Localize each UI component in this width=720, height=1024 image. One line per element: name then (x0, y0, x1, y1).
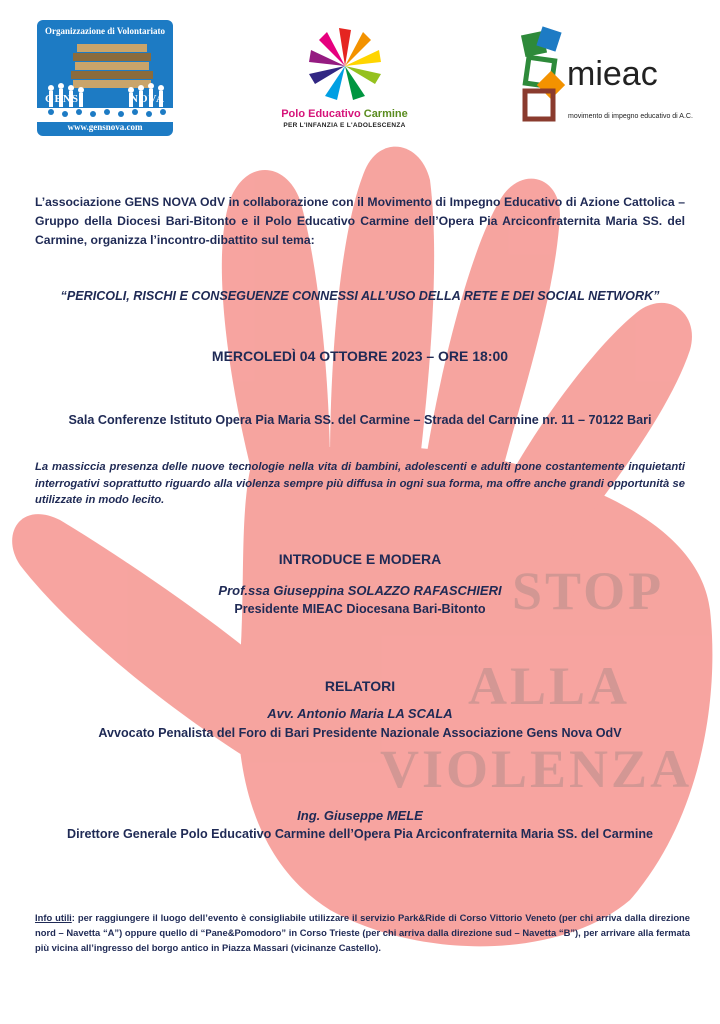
stop-text-line1: STOP (512, 561, 665, 621)
polo-educativo-logo (259, 20, 430, 135)
intro-paragraph: L’associazione GENS NOVA OdV in collaborazione con il Movimento di Impegno Educativo di Azione Cattolica – Gruppo della Diocesi Bari-Bitonto e il Polo Educativo Carmine dell’Opera Pia Arciconfraternita Maria SS. del Carmine, organizza l’incontro-dibattito sul tema: (35, 195, 685, 247)
stop-text-line3: VIOLENZA (380, 739, 693, 799)
mieac-logo (515, 25, 693, 125)
polo-name-part1: Polo Educativo (281, 108, 361, 120)
gens-word: GENS (45, 93, 79, 105)
mieac-tagline: movimento di impegno educativo di A.C. (568, 113, 693, 120)
useful-info-label: Info utili (35, 912, 72, 923)
speaker-name: Ing. Giuseppe MELE (297, 808, 423, 823)
speakers-heading: RELATORI (324, 678, 396, 694)
event-date: MERCOLEDÌ 04 OTTOBRE 2023 – ORE 18:00 (211, 348, 509, 364)
mieac-word: mieac (567, 55, 658, 93)
gens-nova-logo (37, 20, 173, 136)
event-description: La massiccia presenza delle nuove tecnologie nella vita di bambini, adolescenti e adulti pone costantemente inquietanti interrogativi soprattutto riguardo alla violenza sempre più diffusa in ogni sua forma, ma offre anche grandi opportunità se utilizzate in modo lecito. (35, 461, 685, 506)
polo-subtitle: PER L'INFANZIA E L'ADOLESCENZA (283, 122, 406, 129)
moderator-name: Prof.ssa Giuseppina SOLAZZO RAFASCHIERI (218, 583, 502, 598)
nova-word: NOVA (130, 93, 165, 105)
moderator-role: Presidente MIEAC Diocesana Bari-Bitonto (234, 602, 486, 616)
useful-info (35, 910, 690, 955)
polo-name-part2: Carmine (363, 108, 408, 120)
event-venue: Sala Conferenze Istituto Opera Pia Maria SS. del Carmine – Strada del Carmine nr. 11 – 70122 Bari (68, 413, 652, 427)
books-people-icon (37, 20, 173, 136)
mieac-squares-icon (515, 25, 575, 125)
speaker-role: Avvocato Penalista del Foro di Bari Presidente Nazionale Associazione Gens Nova OdV (98, 726, 622, 740)
useful-info-text: : per raggiungere il luogo dell’evento è consigliabile utilizzare il servizio Park&Ride di Corso Vittorio Veneto (per chi arriva dalla direzione nord – Navetta “A”) oppure quello di “Pane&Pomodoro” in Corso Trieste (per chi arriva dalla direzione sud – Navetta “B”), per arrivare alla fermata più vicina all’ingresso del borgo antico in Piazza Massari (vicinanze Castello). (35, 912, 691, 953)
moderator-heading: INTRODUCE E MODERA (278, 551, 442, 567)
colorful-star-icon (259, 20, 430, 108)
stop-text-line2: ALLA (468, 656, 631, 716)
gens-nova-org-label: Organizzazione di Volontariato (45, 26, 165, 36)
event-theme: “PERICOLI, RISCHI E CONSEGUENZE CONNESSI ALL’USO DELLA RETE E DEI SOCIAL NETWORK” (60, 289, 660, 303)
polo-name (259, 108, 430, 120)
speaker-name: Avv. Antonio Maria LA SCALA (267, 706, 453, 721)
gens-nova-website: www.gensnova.com (67, 122, 143, 132)
speaker-role: Direttore Generale Polo Educativo Carmine dell’Opera Pia Arciconfraternita Maria SS. del Carmine (66, 827, 654, 841)
